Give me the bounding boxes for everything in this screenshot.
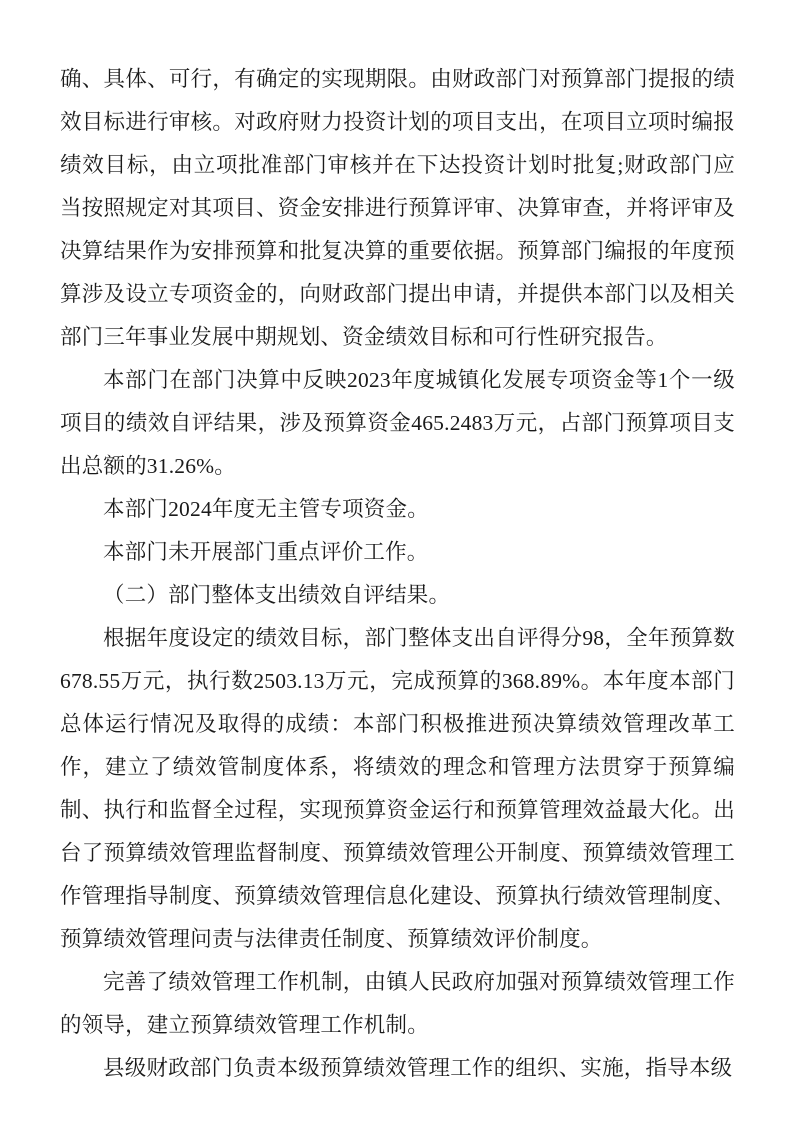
paragraph-no-key-evaluation: 本部门未开展部门重点评价工作。 [103,540,429,564]
paragraph-project-self-eval: 本部门在部门决算中反映2023年度城镇化发展专项资金等1个一级项目的绩效自评结果，涉及预算资金465.2483万元，占部门预算项目支出总额的31.26%。 [60,368,735,478]
document-body [60,58,735,1090]
paragraph-continued-from-previous-page: 确、具体、可行，有确定的实现期限。由财政部门对预算部门提报的绩效目标进行审核。对政府财力投资计划的项目支出，在项目立项时编报绩效目标，由立项批准部门审核并在下达投资计划时批复;财政部门应当按照规定对其项目、资金安排进行预算评审、决算审查，并将评审及决算结果作为安排预算和批复决算的重要依据。预算部门编报的年度预算涉及设立专项资金的，向财政部门提出申请，并提供本部门以及相关部门三年事业发展中期规划、资金绩效目标和可行性研究报告。 [60,67,735,349]
paragraph-no-special-fund: 本部门2024年度无主管专项资金。 [103,497,429,521]
paragraph-work-mechanism: 完善了绩效管理工作机制，由镇人民政府加强对预算绩效管理工作的领导，建立预算绩效管理工作机制。 [60,970,735,1037]
paragraph-county-finance-dept: 县级财政部门负责本级预算绩效管理工作的组织、实施，指导本级 [103,1056,733,1080]
section-heading-overall-self-eval: （二）部门整体支出绩效自评结果。 [103,583,451,607]
paragraph-overall-performance: 根据年度设定的绩效目标，部门整体支出自评得分98，全年预算数678.55万元，执行数2503.13万元，完成预算的368.89%。本年度本部门总体运行情况及取得的成绩：本部门积极推进预决算绩效管理改革工作，建立了绩效管制度体系，将绩效的理念和管理方法贯穿于预算编制、执行和监督全过程，实现预算资金运行和预算管理效益最大化。出台了预算绩效管理监督制度、预算绩效管理公开制度、预算绩效管理工作管理指导制度、预算绩效管理信息化建设、预算执行绩效管理制度、预算绩效管理问责与法律责任制度、预算绩效评价制度。 [60,626,735,951]
